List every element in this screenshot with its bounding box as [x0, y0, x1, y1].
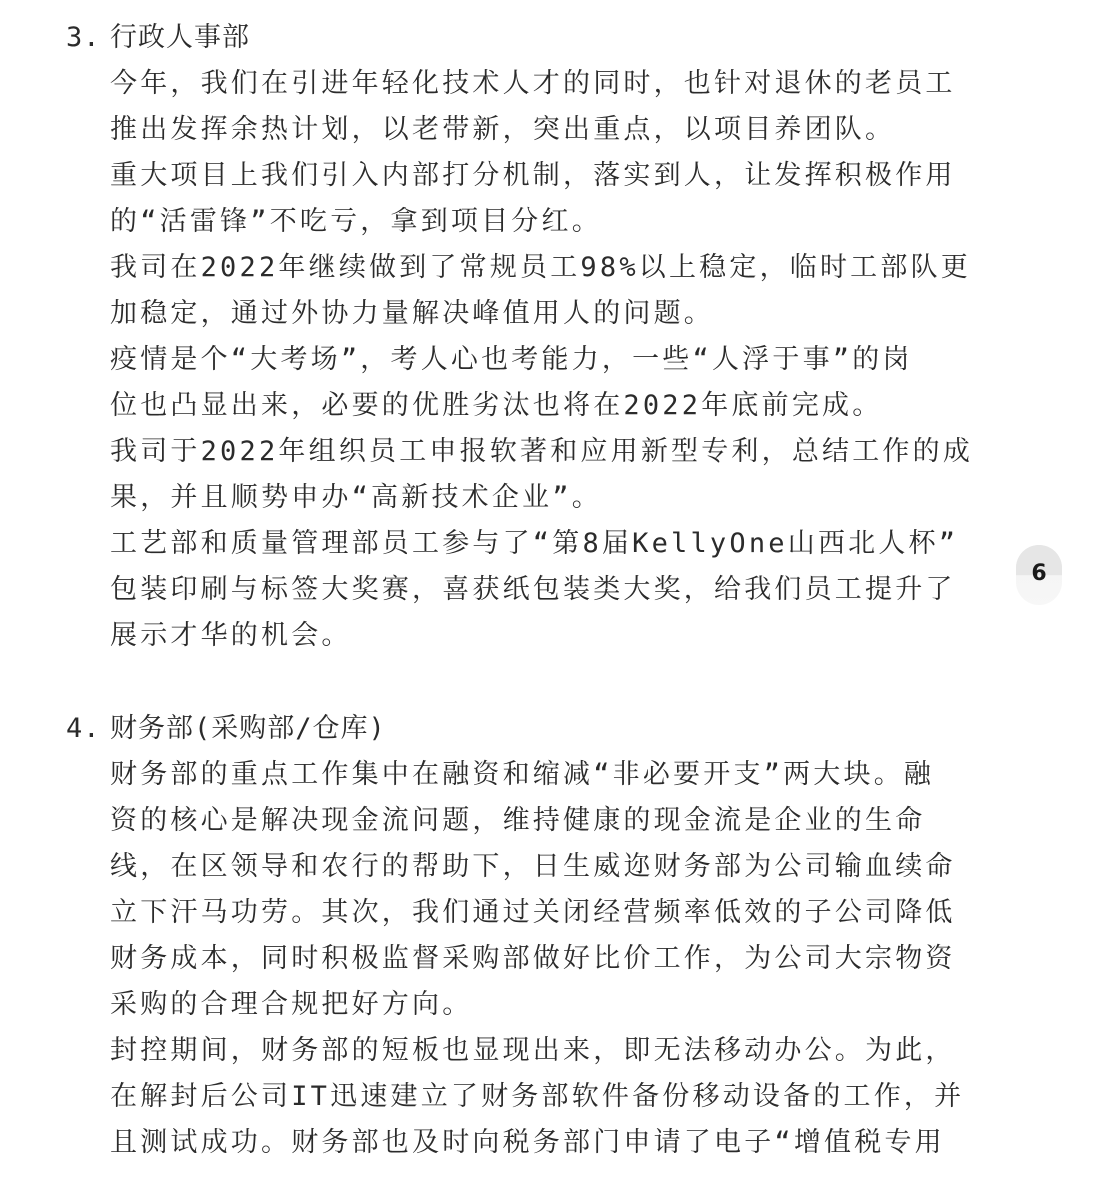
- paragraph: [110, 61, 956, 153]
- section-title: 行政人事部: [110, 22, 250, 53]
- section-body-3: [110, 61, 974, 659]
- section-heading-3: [66, 15, 250, 61]
- text-line: 工艺部和质量管理部员工参与了“第8届KellyOne山西北人杯”: [110, 528, 959, 559]
- page-number: 6: [1031, 561, 1047, 586]
- text-line: 展示才华的机会。: [110, 620, 352, 651]
- text-line: 推出发挥余热计划，以老带新，突出重点，以项目养团队。: [110, 114, 896, 145]
- text-line: 线，在区领导和农行的帮助下，日生威迩财务部为公司输血续命: [110, 851, 956, 882]
- paragraph: [110, 153, 956, 245]
- text-line: 封控期间，财务部的短板也显现出来，即无法移动办公。为此，: [110, 1035, 956, 1066]
- section-number: 4.: [66, 713, 101, 744]
- section-title: 财务部(采购部/仓库): [110, 713, 386, 744]
- text-line: 果，并且顺势申办“高新技术企业”。: [110, 482, 602, 513]
- section-heading-4: [66, 706, 386, 752]
- text-line: 我司在2022年继续做到了常规员工98%以上稳定，临时工部队更: [110, 252, 971, 283]
- section-body-4: [110, 752, 965, 1166]
- text-line: 疫情是个“大考场”，考人心也考能力，一些“人浮于事”的岗: [110, 344, 913, 375]
- paragraph: [110, 521, 959, 659]
- text-line: 位也凸显出来，必要的优胜劣汰也将在2022年底前完成。: [110, 390, 883, 421]
- text-line: 我司于2022年组织员工申报软著和应用新型专利，总结工作的成: [110, 436, 974, 467]
- text-line: 财务成本，同时积极监督采购部做好比价工作，为公司大宗物资: [110, 943, 956, 974]
- text-line: 采购的合理合规把好方向。: [110, 989, 473, 1020]
- text-line: 且测试成功。财务部也及时向税务部门申请了电子“增值税专用: [110, 1127, 945, 1158]
- paragraph: [110, 1028, 965, 1166]
- text-line: 的“活雷锋”不吃亏，拿到项目分红。: [110, 206, 602, 237]
- section-number: 3.: [66, 22, 101, 53]
- paragraph: [110, 337, 940, 429]
- text-line: 重大项目上我们引入内部打分机制，落实到人，让发挥积极作用: [110, 160, 956, 191]
- page-number-tab: [1016, 545, 1062, 605]
- text-line: 包装印刷与标签大奖赛，喜获纸包装类大奖，给我们员工提升了: [110, 574, 956, 605]
- text-line: 加稳定，通过外协力量解决峰值用人的问题。: [110, 298, 714, 329]
- paragraph: [110, 752, 956, 1028]
- text-line: 资的核心是解决现金流问题，维持健康的现金流是企业的生命: [110, 805, 926, 836]
- paragraph: [110, 429, 974, 521]
- text-line: 今年，我们在引进年轻化技术人才的同时，也针对退休的老员工: [110, 68, 956, 99]
- text-line: 立下汗马功劳。其次，我们通过关闭经营频率低效的子公司降低: [110, 897, 956, 928]
- text-line: 在解封后公司IT迅速建立了财务部软件备份移动设备的工作，并: [110, 1081, 965, 1112]
- paragraph: [110, 245, 971, 337]
- text-line: 财务部的重点工作集中在融资和缩减“非必要开支”两大块。融: [110, 759, 935, 790]
